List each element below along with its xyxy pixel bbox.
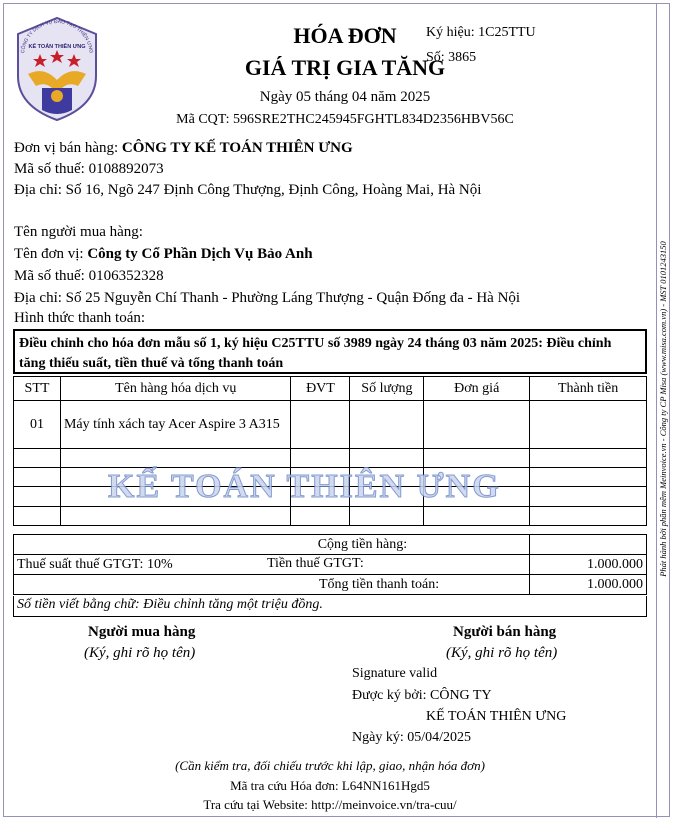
subtotal-row bbox=[14, 535, 647, 555]
invoice-number: Số: 3865 bbox=[426, 50, 477, 65]
col-header-price: Đơn giá bbox=[424, 377, 530, 401]
table-row bbox=[14, 507, 647, 526]
invoice-symbol: Ký hiệu: 1C25TTU bbox=[426, 25, 536, 40]
vat-rate: Thuế suất thuế GTGT: 10% bbox=[17, 556, 173, 572]
logo-center-text: KẾ TOÁN THIÊN ƯNG bbox=[28, 44, 86, 50]
buyer-unit-label: Tên đơn vị: bbox=[14, 246, 88, 262]
col-header-amount: Thành tiền bbox=[530, 377, 647, 401]
cell-qty bbox=[350, 401, 424, 449]
col-header-name: Tên hàng hóa dịch vụ bbox=[60, 377, 291, 401]
buyer-sign-title: Người mua hàng bbox=[88, 624, 196, 640]
seller-name: CÔNG TY KẾ TOÁN THIÊN ƯNG bbox=[121, 140, 353, 156]
logo-ring-text: CÔNG TY DỊCH VỤ ĐÀO TẠO THIÊN ƯNG bbox=[20, 18, 94, 54]
lookup-website: Tra cứu tại Website: http://meinvoice.vn/tra-cuu/ bbox=[203, 797, 457, 812]
buyer-unit-line bbox=[14, 246, 313, 263]
totals-table bbox=[13, 534, 647, 595]
vat-value: 1.000.000 bbox=[530, 555, 647, 575]
grand-total-row bbox=[14, 575, 647, 595]
col-header-qty: Số lượng bbox=[350, 377, 424, 401]
invoice-title-line1: HÓA ĐƠN bbox=[293, 23, 397, 48]
cell-stt: 01 bbox=[14, 401, 61, 449]
cell-unit bbox=[291, 401, 350, 449]
col-header-unit: ĐVT bbox=[291, 377, 350, 401]
table-header-row bbox=[14, 377, 647, 401]
sign-date: Ngày ký: 05/04/2025 bbox=[352, 730, 471, 745]
cqt-code: Mã CQT: 596SRE2THC245945FGHTL834D2356HBV56C bbox=[176, 112, 514, 127]
subtotal-value bbox=[530, 535, 647, 555]
col-header-stt: STT bbox=[14, 377, 61, 401]
buyer-tax: Mã số thuế: 0106352328 bbox=[14, 268, 164, 284]
invoice-title-line2: GIÁ TRỊ GIA TĂNG bbox=[244, 55, 446, 80]
seller-sign-note: (Ký, ghi rõ họ tên) bbox=[446, 645, 558, 661]
adjustment-note: Điều chỉnh cho hóa đơn mẫu số 1, ký hiệu C25TTU số 3989 ngày 24 tháng 03 năm 2025: Điều chỉnh tăng thiếu suất, tiền thuế và tổng thanh toán bbox=[13, 329, 647, 374]
buyer-address: Địa chỉ: Số 25 Nguyễn Chí Thanh - Phường Láng Thượng - Quận Đống đa - Hà Nội bbox=[14, 290, 521, 306]
amount-in-words: Số tiền viết bằng chữ: Điều chỉnh tăng một triệu đồng. bbox=[13, 596, 647, 617]
seller-name-line bbox=[14, 140, 353, 157]
table-row bbox=[14, 401, 647, 449]
cell-amount bbox=[530, 401, 647, 449]
signature-valid: Signature valid bbox=[352, 666, 438, 681]
cell-price bbox=[424, 401, 530, 449]
subtotal-label: Cộng tiền hàng: bbox=[14, 535, 530, 555]
seller-name-label: Đơn vị bán hàng: bbox=[14, 140, 122, 156]
seller-tax: Mã số thuế: 0108892073 bbox=[14, 161, 164, 177]
check-note: (Cần kiểm tra, đối chiếu trước khi lập, giao, nhận hóa đơn) bbox=[175, 758, 485, 773]
seller-sign-title: Người bán hàng bbox=[453, 624, 557, 640]
buyer-person: Tên người mua hàng: bbox=[14, 224, 143, 240]
signed-by: Được ký bởi: CÔNG TY bbox=[352, 688, 492, 703]
signed-by-company: KẾ TOÁN THIÊN ƯNG bbox=[426, 709, 567, 724]
seller-address: Địa chỉ: Số 16, Ngõ 247 Định Công Thượng, Định Công, Hoàng Mai, Hà Nội bbox=[14, 182, 482, 198]
invoice-date: Ngày 05 tháng 04 năm 2025 bbox=[259, 89, 431, 105]
cell-name: Máy tính xách tay Acer Aspire 3 A315 bbox=[60, 401, 291, 449]
lookup-code: Mã tra cứu Hóa đơn: L64NN161Hgd5 bbox=[230, 778, 430, 793]
buyer-sign-note: (Ký, ghi rõ họ tên) bbox=[84, 645, 196, 661]
grand-total-label: Tổng tiền thanh toán: bbox=[14, 575, 530, 595]
vat-row bbox=[14, 555, 647, 575]
grand-total-value: 1.000.000 bbox=[530, 575, 647, 595]
vat-label: Tiền thuế GTGT: bbox=[267, 556, 364, 571]
watermark-text: KẾ TOÁN THIÊN ƯNG bbox=[108, 468, 501, 505]
invoice-page bbox=[3, 3, 670, 817]
buyer-unit: Công ty Cổ Phần Dịch Vụ Bảo Anh bbox=[87, 246, 313, 262]
side-publisher-text: Phát hành bởi phần mềm Meinvoice.vn - Công ty CP Misa (www.misa.com.vn) - MST 0101243150 bbox=[658, 241, 668, 577]
payment-method: Hình thức thanh toán: bbox=[14, 310, 146, 326]
table-row bbox=[14, 449, 647, 468]
